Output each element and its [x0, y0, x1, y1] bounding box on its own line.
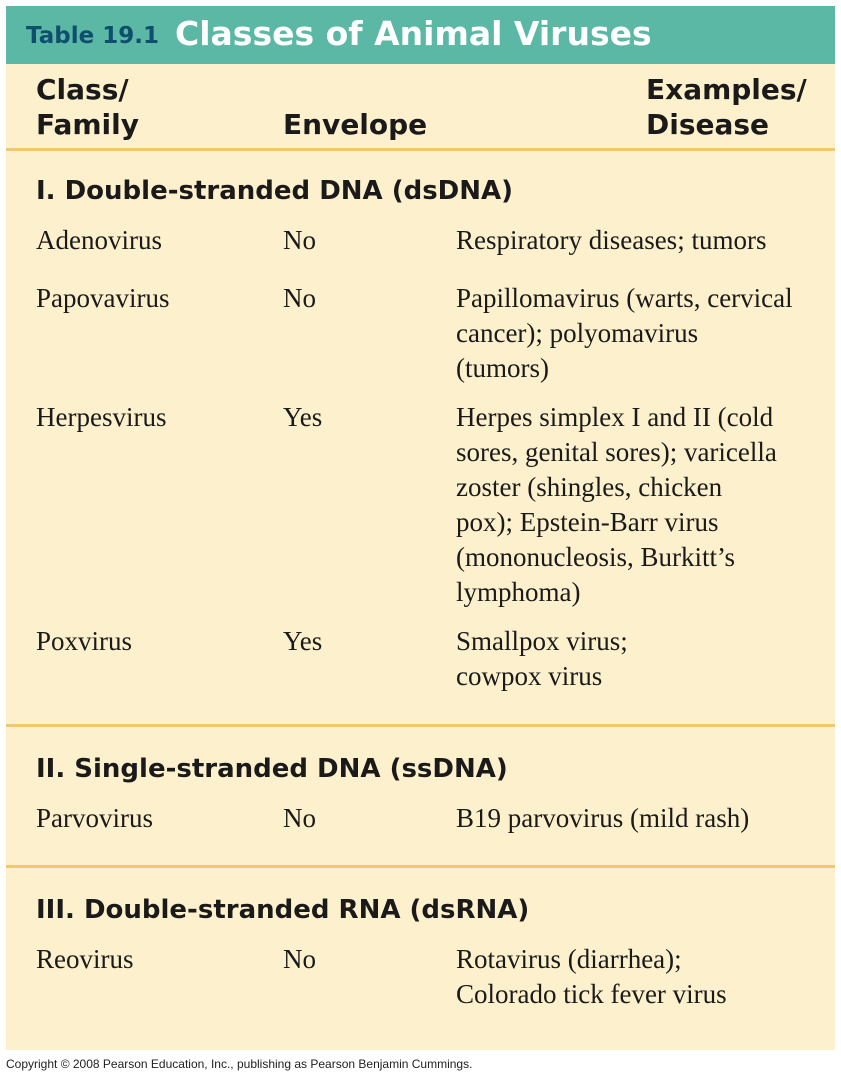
column-header-class-line1: Class/: [36, 73, 129, 106]
examples-line: Colorado tick fever virus: [456, 979, 727, 1009]
examples-cell: [456, 281, 793, 386]
column-header-class-line2: Family: [36, 108, 140, 141]
examples-line: Respiratory diseases; tumors: [456, 225, 767, 255]
examples-cell: [456, 223, 766, 258]
table-number: Table 19.1: [26, 23, 159, 49]
examples-line: cancer); polyomavirus: [456, 318, 699, 348]
virus-classes-table: [6, 6, 835, 1050]
examples-cell: [456, 400, 777, 610]
examples-line: Rotavirus (diarrhea);: [456, 944, 682, 974]
section-heading: II. Single-stranded DNA (ssDNA): [36, 754, 508, 784]
envelope-cell: Yes: [283, 626, 323, 656]
column-header-examples-line2: Disease: [646, 108, 770, 141]
family-cell: Papovavirus: [36, 283, 170, 313]
column-header-examples: [646, 72, 807, 142]
examples-cell: [456, 624, 628, 694]
examples-line: Smallpox virus;: [456, 626, 628, 656]
examples-cell: [456, 942, 727, 1012]
examples-line: B19 parvovirus (mild rash): [456, 803, 750, 833]
envelope-cell: No: [283, 283, 316, 313]
family-cell: Parvovirus: [36, 803, 153, 833]
envelope-cell: No: [283, 944, 316, 974]
examples-line: cowpox virus: [456, 661, 603, 691]
column-header-examples-line1: Examples/: [646, 73, 807, 106]
column-header-envelope: Envelope: [283, 108, 428, 141]
examples-line: sores, genital sores); varicella: [456, 437, 777, 467]
family-cell: Reovirus: [36, 944, 134, 974]
envelope-cell: Yes: [283, 402, 323, 432]
examples-line: lymphoma): [456, 577, 581, 607]
envelope-cell: No: [283, 225, 316, 255]
family-cell: Adenovirus: [36, 225, 162, 255]
section-heading: III. Double-stranded RNA (dsRNA): [36, 895, 530, 925]
examples-line: (mononucleosis, Burkitt’s: [456, 542, 735, 572]
column-header-class: [36, 72, 139, 142]
family-cell: Poxvirus: [36, 626, 133, 656]
examples-line: pox); Epstein-Barr virus: [456, 507, 719, 537]
table-title: Classes of Animal Viruses: [175, 14, 652, 53]
section-divider: [6, 724, 835, 727]
examples-line: Herpes simplex I and II (cold: [456, 402, 774, 432]
envelope-cell: No: [283, 803, 316, 833]
section-heading: I. Double-stranded DNA (dsDNA): [36, 176, 514, 206]
header-divider: [6, 148, 835, 151]
examples-line: Papillomavirus (warts, cervical: [456, 283, 793, 313]
examples-line: zoster (shingles, chicken: [456, 472, 723, 502]
examples-cell: [456, 801, 749, 836]
section-divider: [6, 865, 835, 868]
family-cell: Herpesvirus: [36, 402, 167, 432]
title-bar: [6, 6, 835, 64]
copyright-notice: Copyright © 2008 Pearson Education, Inc., publishing as Pearson Benjamin Cummings.: [6, 1057, 473, 1071]
examples-line: (tumors): [456, 353, 549, 383]
